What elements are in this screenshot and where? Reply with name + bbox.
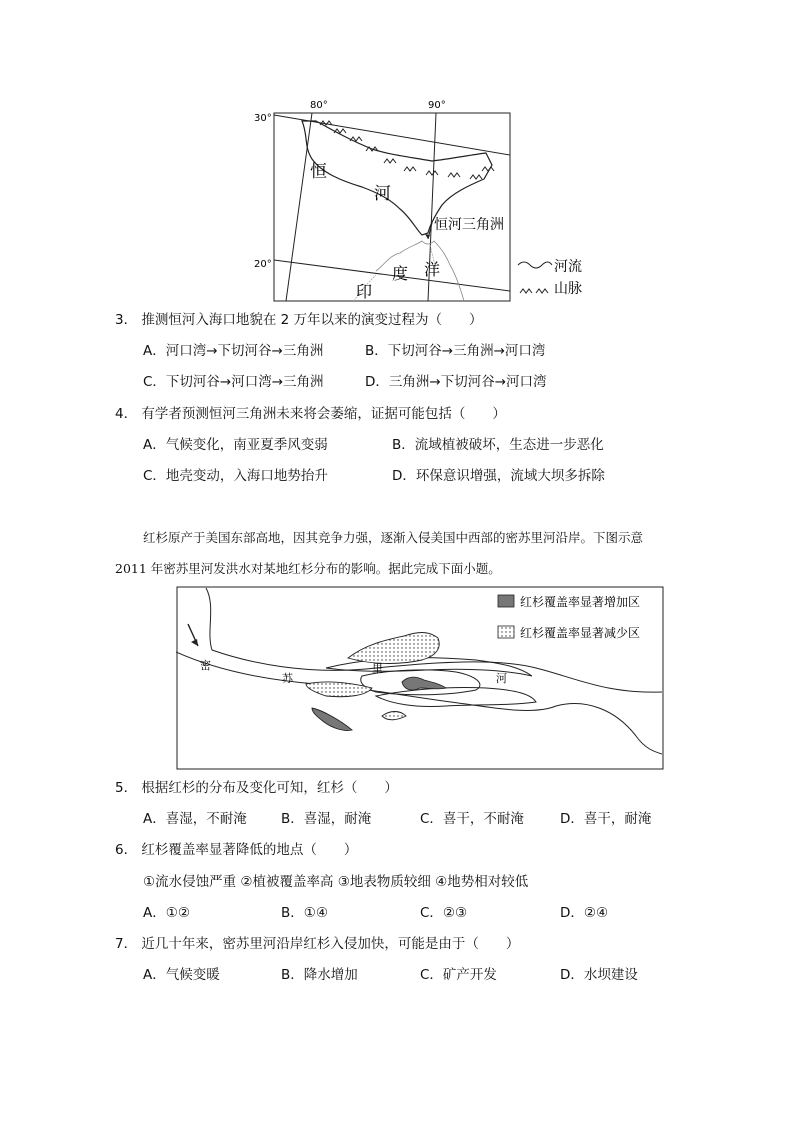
label-yin: 印 [356,282,373,301]
q6-option-a[interactable]: A．①② [143,905,190,921]
river-char-4: 河 [496,672,507,685]
q5-option-b[interactable]: B．喜湿，耐淹 [281,811,372,827]
flow-arrowhead [191,639,198,646]
q7-option-a[interactable]: A．气候变暖 [143,967,220,983]
q3-option-d[interactable]: D．三角洲→下切河谷→河口湾 [365,374,547,390]
q4-option-d[interactable]: D．环保意识增强，流域大坝多拆除 [392,468,605,484]
q7-option-c[interactable]: C．矿产开发 [420,967,497,983]
q7-stem: 7． 近几十年来，密苏里河沿岸红杉入侵加快，可能是由于（ ） [115,936,520,952]
river-char-3: 里 [372,662,383,675]
lon-label-90: 90° [428,100,446,111]
label-he: 河 [374,184,391,204]
q3-stem: 3． 推测恒河入海口地貌在 2 万年以来的演变过程为（ ） [115,312,483,328]
label-yang: 洋 [424,260,441,279]
legend-increase: 红杉覆盖率显著增加区 [520,595,641,609]
river-char-2: 苏 [282,672,293,685]
decrease-zone-3 [382,712,406,720]
channel-bar-south [376,687,536,706]
coastline [376,241,464,301]
legend-decrease-swatch [498,626,514,638]
river-south-bank [176,652,662,754]
q6-option-b[interactable]: B．①④ [281,905,328,921]
q3-option-c[interactable]: C．下切河谷→河口湾→三角洲 [143,374,324,390]
ganges-delta-map [250,95,600,305]
q7-option-d[interactable]: D．水坝建设 [560,967,638,983]
lat-label-30: 30° [254,113,272,124]
label-du: 度 [392,264,409,283]
q4-option-c[interactable]: C．地壳变动，入海口地势抬升 [143,468,328,484]
q4-stem: 4． 有学者预测恒河三角洲未来将会萎缩，证据可能包括（ ） [115,406,506,422]
q5-option-a[interactable]: A．喜湿，不耐淹 [143,811,247,827]
q3-option-b[interactable]: B．下切河谷→三角洲→河口湾 [365,343,546,359]
q6-option-d[interactable]: D．②④ [560,905,609,921]
q4-option-b[interactable]: B．流域植被破坏，生态进一步恶化 [392,437,604,453]
legend-mountain: 山脉 [554,281,582,297]
lon-label-80: 80° [310,100,328,111]
label-delta: 恒河三角洲 [434,217,504,233]
q6-option-c[interactable]: C．②③ [420,905,468,921]
mountain-range [320,121,494,179]
legend-river: 河流 [554,259,582,275]
q6-stem: 6． 红杉覆盖率显著降低的地点（ ） [115,842,358,858]
label-heng: 恒 [310,162,327,182]
q6-items: ①流水侵蚀严重 ②植被覆盖率高 ③地表物质较细 ④地势相对较低 [143,874,529,890]
q4-option-a[interactable]: A．气候变化，南亚夏季风变弱 [143,437,328,453]
q3-option-a[interactable]: A．河口湾→下切河谷→三角洲 [143,343,324,359]
q5-option-d[interactable]: D．喜干，耐淹 [560,811,652,827]
missouri-river-map [176,586,666,772]
passage-line-1: 红杉原产于美国东部高地，因其竞争力强，逐渐入侵美国中西部的密苏里河沿岸。下图示意 [143,530,644,545]
river-char-1: 密 [200,659,211,672]
lat-label-20: 20° [254,259,272,270]
decrease-zone-1 [348,633,439,664]
increase-zone-1 [402,677,446,690]
mountain-legend-symbol [520,289,548,293]
meridian-80 [286,113,312,301]
river-legend-symbol [518,262,552,268]
increase-zone-2 [312,708,352,731]
q5-stem: 5． 根据红杉的分布及变化可知，红杉（ ） [115,780,398,796]
legend-increase-swatch [498,595,514,607]
legend-decrease: 红杉覆盖率显著减少区 [520,626,641,640]
q7-option-b[interactable]: B．降水增加 [281,967,358,983]
q5-option-c[interactable]: C．喜干，不耐淹 [420,811,524,827]
passage-line-2: 2011 年密苏里河发洪水对某地红杉分布的影响。据此完成下面小题。 [115,561,501,576]
